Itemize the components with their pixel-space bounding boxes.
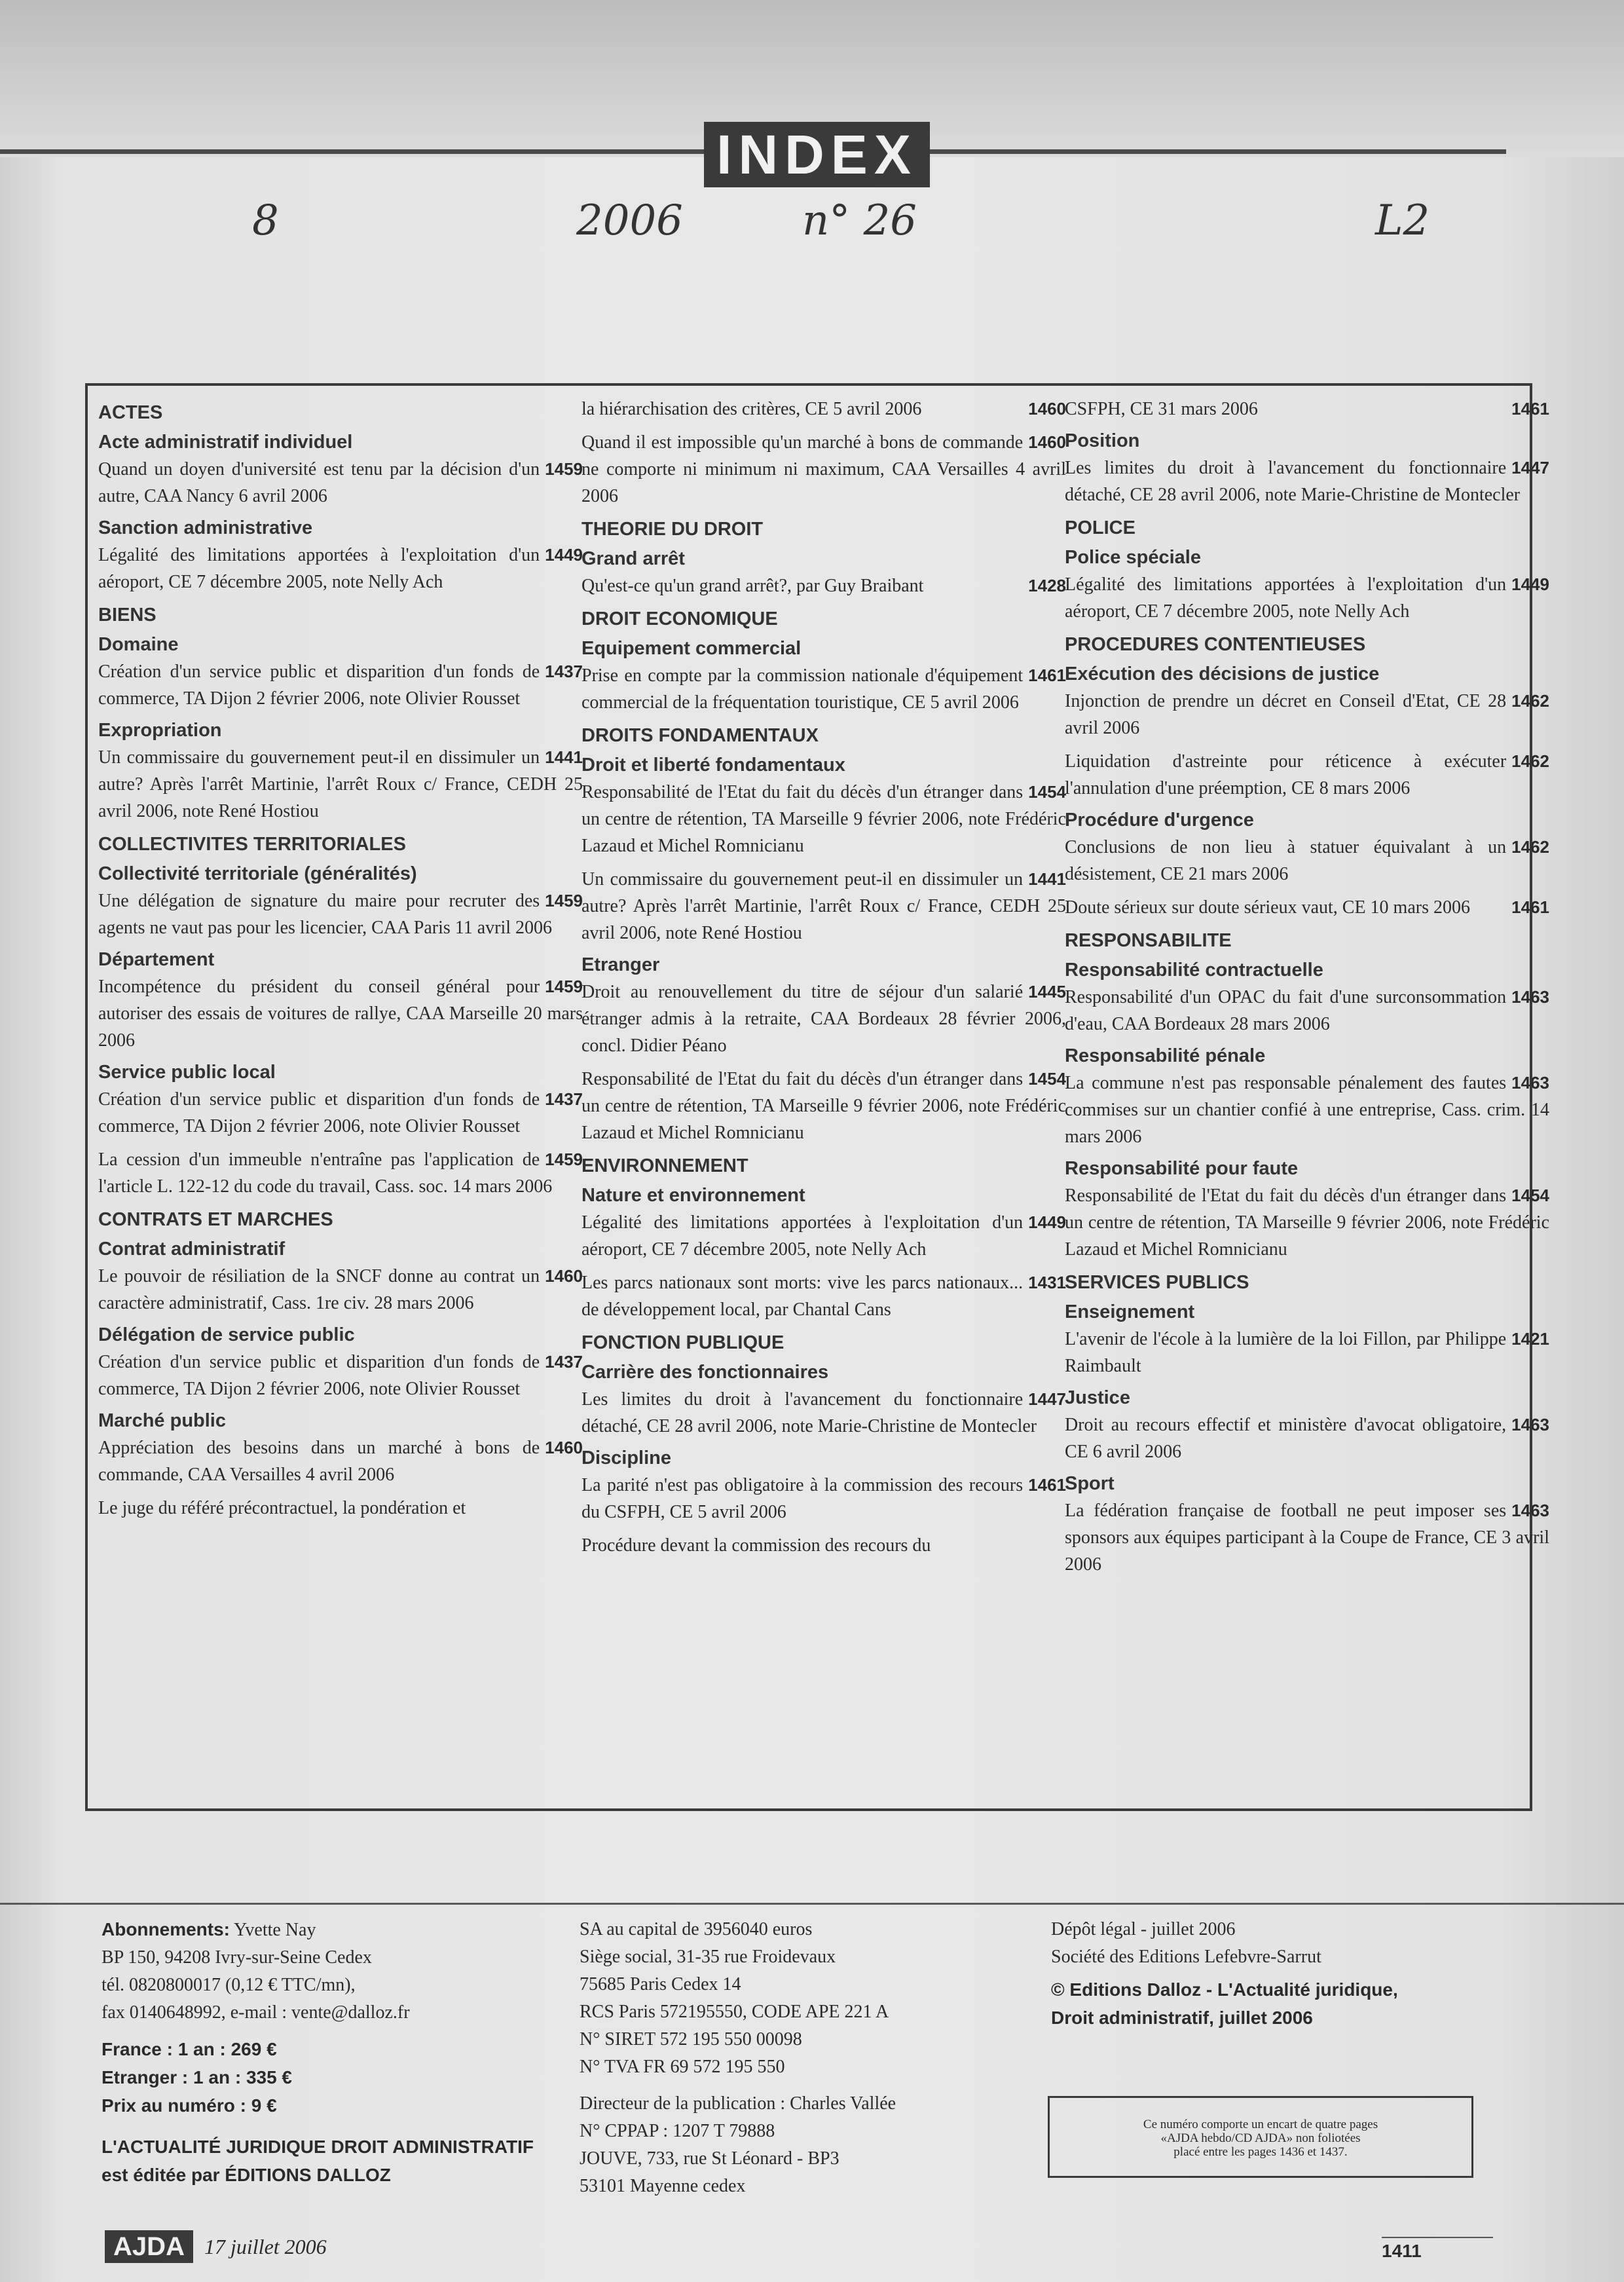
index-entry-text: Création d'un service public et disparition d'un fonds de commerce, TA Dijon 2 février 2006, note Olivier Rousset — [98, 1352, 540, 1399]
page-reference: 1462 — [1511, 837, 1549, 857]
index-entry — [1065, 1497, 1549, 1578]
index-subheading: Position — [1065, 430, 1140, 451]
index-entry — [98, 744, 583, 825]
index-subheading: Procédure d'urgence — [1065, 810, 1254, 831]
index-entry-text: Le pouvoir de résiliation de la SNCF donne au contrat un caractère administratif, Cass. 1re civ. 28 mars 2006 — [98, 1266, 540, 1313]
index-entry-text: CSFPH, CE 31 mars 2006 — [1065, 399, 1258, 419]
page-reference: 1449 — [1028, 1212, 1066, 1232]
index-subheading: Nature et environnement — [581, 1185, 805, 1206]
handwritten-note-3: n° 26 — [802, 196, 917, 245]
index-entry — [98, 1263, 583, 1317]
handwritten-note-2: 2006 — [576, 196, 683, 245]
page-reference: 1459 — [545, 459, 583, 479]
subscriptions-label: Abonnements: — [101, 1919, 230, 1939]
index-subheading: Discipline — [581, 1448, 671, 1468]
page-reference: 1461 — [1511, 399, 1549, 419]
index-entry — [98, 1495, 583, 1522]
index-section-heading: FONCTION PUBLIQUE — [581, 1332, 784, 1353]
index-header: INDEX — [704, 122, 930, 187]
index-entry-text: Les limites du droit à l'avancement du fonctionnaire détaché, CE 28 avril 2006, note Marie-Christine de Montecler — [581, 1389, 1037, 1436]
index-section-heading: COLLECTIVITES TERRITORIALES — [98, 834, 406, 855]
publisher-line-1: L'ACTUALITÉ JURIDIQUE DROIT ADMINISTRATIF — [101, 2137, 534, 2157]
index-subheading: Droit et liberté fondamentaux — [581, 755, 845, 776]
company-line: N° SIRET 572 195 550 00098 — [580, 2029, 802, 2049]
page-reference: 1460 — [545, 1266, 583, 1286]
page-reference: 1421 — [1511, 1329, 1549, 1349]
page-reference: 1449 — [1511, 574, 1549, 594]
index-entry — [581, 1269, 1066, 1323]
handwritten-note-1: 8 — [252, 196, 279, 245]
index-subheading: Responsabilité pour faute — [1065, 1158, 1299, 1179]
index-entry — [98, 1086, 583, 1140]
index-section-heading: PROCEDURES CONTENTIEUSES — [1065, 634, 1366, 655]
insert-notice-line: «AJDA hebdo/CD AJDA» non foliotées — [1160, 2131, 1361, 2145]
page-reference: 1460 — [545, 1438, 583, 1457]
page-reference: 1447 — [1028, 1389, 1066, 1409]
index-entry — [98, 888, 583, 941]
index-subheading: Equipement commercial — [581, 638, 802, 659]
publisher-line-2: est éditée par ÉDITIONS DALLOZ — [101, 2165, 391, 2185]
index-subheading: Acte administratif individuel — [98, 432, 353, 453]
page-reference: 1437 — [545, 1352, 583, 1372]
index-entry — [1065, 1326, 1549, 1379]
index-entry-text: Injonction de prendre un décret en Conseil d'Etat, CE 28 avril 2006 — [1065, 691, 1507, 738]
fax-line: fax 0140648992, e-mail : vente@dalloz.fr — [101, 2002, 410, 2023]
index-entry — [1065, 748, 1549, 802]
index-entry — [1065, 1412, 1549, 1465]
index-subheading: Collectivité territoriale (généralités) — [98, 863, 417, 884]
index-section-heading: BIENS — [98, 605, 157, 626]
index-entry-text: La fédération française de football ne peut imposer ses sponsors aux équipes participant à la Coupe de France, CE 3 avril 2006 — [1065, 1501, 1549, 1575]
index-entry-text: Procédure devant la commission des recours du — [581, 1535, 931, 1556]
legal-company: Société des Editions Lefebvre-Sarrut — [1051, 1947, 1321, 1967]
index-entry — [98, 1434, 583, 1488]
page-reference: 1460 — [1028, 432, 1066, 452]
company-line: RCS Paris 572195550, CODE APE 221 A — [580, 2002, 889, 2022]
index-entry-text: la hiérarchisation des critères, CE 5 avril 2006 — [581, 399, 922, 419]
index-entry-text: Un commissaire du gouvernement peut-il en dissimuler un autre? Après l'arrêt Martinie, l'arrêt Roux c/ France, CEDH 25 avril 2006, note René Hostiou — [581, 869, 1066, 943]
index-section-heading: ACTES — [98, 402, 163, 423]
insert-notice-box — [1048, 2096, 1473, 2178]
insert-notice-line: Ce numéro comporte un encart de quatre pages — [1143, 2118, 1378, 2131]
index-entry — [98, 1146, 583, 1200]
footer-subscriptions — [101, 1916, 560, 2190]
index-subheading: Carrière des fonctionnaires — [581, 1362, 829, 1383]
index-entry — [1065, 396, 1549, 422]
page-reference: 1459 — [545, 1150, 583, 1169]
footer-company — [580, 1916, 1038, 2200]
page-reference: 1463 — [1511, 1501, 1549, 1520]
index-entry — [98, 1349, 583, 1402]
page-number-text: 1411 — [1382, 2241, 1422, 2261]
index-subheading: Contrat administratif — [98, 1239, 286, 1260]
page-reference: 1454 — [1028, 782, 1066, 802]
index-entry-text: Droit au recours effectif et ministère d'avocat obligatoire, CE 6 avril 2006 — [1065, 1415, 1507, 1462]
index-subheading: Sanction administrative — [98, 517, 313, 538]
index-entry — [1065, 894, 1549, 921]
index-entry — [1065, 688, 1549, 741]
index-entry — [581, 396, 1066, 422]
index-entry — [1065, 1182, 1549, 1263]
cppap-line: N° CPPAP : 1207 T 79888 — [580, 2121, 775, 2141]
index-section-heading: THEORIE DU DROIT — [581, 519, 764, 540]
index-section-heading: ENVIRONNEMENT — [581, 1155, 748, 1176]
index-subheading: Etranger — [581, 954, 660, 975]
index-entry-text: Conclusions de non lieu à statuer équivalant à un désistement, CE 21 mars 2006 — [1065, 837, 1507, 884]
index-section-heading: DROITS FONDAMENTAUX — [581, 725, 819, 746]
index-entry-text: La cession d'un immeuble n'entraîne pas l'application de l'article L. 122-12 du code du travail, Cass. soc. 14 mars 2006 — [98, 1150, 553, 1197]
index-entry — [1065, 984, 1549, 1038]
index-section-heading: CONTRATS ET MARCHES — [98, 1209, 333, 1230]
index-entry — [581, 1209, 1066, 1263]
index-column-1 — [98, 393, 583, 1528]
price-issue: Prix au numéro : 9 € — [101, 2095, 277, 2116]
subscriptions-contact: Yvette Nay — [233, 1920, 316, 1940]
page-reference: 1462 — [1511, 751, 1549, 771]
company-line: N° TVA FR 69 572 195 550 — [580, 2057, 785, 2077]
page-reference: 1447 — [1511, 458, 1549, 477]
index-subheading: Enseignement — [1065, 1301, 1195, 1322]
index-entry-text: Quand un doyen d'université est tenu par la décision d'un autre, CAA Nancy 6 avril 2006 — [98, 459, 540, 506]
page-reference: 1461 — [1511, 897, 1549, 917]
page-reference: 1461 — [1028, 665, 1066, 685]
page-reference: 1437 — [545, 1089, 583, 1109]
index-entry-text: Responsabilité de l'Etat du fait du décès d'un étranger dans un centre de rétention, TA Marseille 9 février 2006, note Frédéric Lazaud et Michel Romnicianu — [581, 782, 1066, 856]
page-reference: 1428 — [1028, 576, 1066, 595]
index-column-3 — [1065, 393, 1549, 1584]
index-entry — [581, 1472, 1066, 1525]
index-entry-text: Un commissaire du gouvernement peut-il en dissimuler un autre? Après l'arrêt Martinie, l'arrêt Roux c/ France, CEDH 25 avril 2006, note René Hostiou — [98, 747, 583, 821]
page-reference: 1454 — [1028, 1069, 1066, 1089]
index-subheading: Sport — [1065, 1473, 1115, 1494]
index-subheading: Responsabilité contractuelle — [1065, 960, 1323, 981]
page-reference: 1461 — [1028, 1475, 1066, 1495]
index-entry-text: Légalité des limitations apportées à l'exploitation d'un aéroport, CE 7 décembre 2005, note Nelly Ach — [98, 545, 540, 592]
index-entry — [581, 979, 1066, 1059]
printer-city-line: 53101 Mayenne cedex — [580, 2176, 746, 2196]
footer-rule — [0, 1903, 1624, 1905]
index-column-2 — [581, 393, 1066, 1565]
index-entry-text: Le juge du référé précontractuel, la pondération et — [98, 1498, 466, 1518]
index-entry — [98, 658, 583, 712]
footer-legal — [1051, 1916, 1509, 2032]
index-entry-text: Doute sérieux sur doute sérieux vaut, CE 10 mars 2006 — [1065, 897, 1470, 918]
copyright-line-1: © Editions Dalloz - L'Actualité juridique, — [1051, 1979, 1398, 2000]
index-entry — [581, 1066, 1066, 1146]
page-reference: 1463 — [1511, 1073, 1549, 1093]
index-entry-text: Les parcs nationaux sont morts: vive les parcs nationaux... de développement local, par Chantal Cans — [581, 1273, 1024, 1320]
page-reference: 1462 — [1511, 691, 1549, 711]
page-reference: 1463 — [1511, 987, 1549, 1007]
index-entry — [98, 456, 583, 510]
index-entry — [1065, 571, 1549, 625]
issue-date: 17 juillet 2006 — [204, 2235, 327, 2258]
index-subheading: Exécution des décisions de justice — [1065, 664, 1380, 684]
phone-line: tél. 0820800017 (0,12 € TTC/mn), — [101, 1975, 356, 1995]
index-subheading: Police spéciale — [1065, 547, 1201, 568]
handwritten-note-4: L2 — [1375, 196, 1430, 245]
index-entry-text: Droit au renouvellement du titre de séjour d'un salarié étranger admis à la retraite, CAA Bordeaux 28 février 2006, concl. Didier Péano — [581, 982, 1066, 1056]
page-reference: 1445 — [1028, 982, 1066, 1001]
company-line: 75685 Paris Cedex 14 — [580, 1974, 741, 1994]
page-reference: 1459 — [545, 977, 583, 996]
insert-notice-line: placé entre les pages 1436 et 1437. — [1173, 2145, 1348, 2159]
page-reference: 1454 — [1511, 1186, 1549, 1205]
index-entry — [98, 973, 583, 1054]
index-entry — [1065, 455, 1549, 508]
page-reference: 1441 — [1028, 869, 1066, 889]
copyright-line-2: Droit administratif, juillet 2006 — [1051, 2008, 1313, 2028]
index-entry-text: Création d'un service public et disparition d'un fonds de commerce, TA Dijon 2 février 2006, note Olivier Rousset — [98, 662, 540, 709]
index-entry-text: Légalité des limitations apportées à l'exploitation d'un aéroport, CE 7 décembre 2005, note Nelly Ach — [1065, 574, 1507, 622]
index-subheading: Délégation de service public — [98, 1324, 355, 1345]
index-entry-text: Prise en compte par la commission nationale d'équipement commercial de la fréquentation touristique, CE 5 avril 2006 — [581, 665, 1024, 713]
address-line: BP 150, 94208 Ivry-sur-Seine Cedex — [101, 1947, 372, 1968]
index-entry — [581, 662, 1066, 716]
index-entry — [581, 429, 1066, 510]
index-entry — [581, 866, 1066, 946]
page-reference: 1463 — [1511, 1415, 1549, 1434]
index-subheading: Expropriation — [98, 720, 222, 741]
index-entry — [1065, 1070, 1549, 1150]
index-entry-text: Liquidation d'astreinte pour réticence à exécuter l'annulation d'une préemption, CE 8 mars 2006 — [1065, 751, 1507, 798]
index-section-heading: RESPONSABILITE — [1065, 930, 1232, 951]
index-entry — [581, 779, 1066, 859]
index-entry-text: Une délégation de signature du maire pour recruter des agents ne vaut pas pour les licencier, CAA Paris 11 avril 2006 — [98, 891, 553, 938]
index-subheading: Département — [98, 949, 215, 970]
index-entry — [581, 1386, 1066, 1440]
index-subheading: Grand arrêt — [581, 548, 685, 569]
page-reference: 1459 — [545, 891, 583, 910]
index-subheading: Justice — [1065, 1387, 1130, 1408]
index-section-heading: POLICE — [1065, 517, 1135, 538]
index-subheading: Marché public — [98, 1410, 226, 1431]
index-entry — [98, 542, 583, 595]
page-reference: 1460 — [1028, 399, 1066, 419]
company-line: SA au capital de 3956040 euros — [580, 1919, 813, 1939]
index-entry-text: Responsabilité de l'Etat du fait du décès d'un étranger dans un centre de rétention, TA Marseille 9 février 2006, note Frédéric Lazaud et Michel Romnicianu — [1065, 1186, 1549, 1260]
index-entry-text: Responsabilité de l'Etat du fait du décès d'un étranger dans un centre de rétention, TA Marseille 9 février 2006, note Frédéric Lazaud et Michel Romnicianu — [581, 1069, 1066, 1143]
index-entry-text: Responsabilité d'un OPAC du fait d'une surconsommation d'eau, CAA Bordeaux 28 mars 2006 — [1065, 987, 1507, 1034]
ajda-logo: AJDA — [105, 2230, 193, 2263]
printer-line: JOUVE, 733, rue St Léonard - BP3 — [580, 2148, 840, 2169]
index-subheading: Responsabilité pénale — [1065, 1045, 1266, 1066]
company-line: Siège social, 31-35 rue Froidevaux — [580, 1947, 836, 1967]
index-subheading: Service public local — [98, 1062, 276, 1083]
index-entry-text: Appréciation des besoins dans un marché à bons de commande, CAA Versailles 4 avril 2006 — [98, 1438, 540, 1485]
index-entry — [581, 572, 1066, 599]
page-reference: 1437 — [545, 662, 583, 681]
index-entry-text: La commune n'est pas responsable pénalement des fautes commises sur un chantier confié à une entreprise, Cass. crim. 14 mars 2006 — [1065, 1073, 1549, 1147]
index-entry-text: La parité n'est pas obligatoire à la commission des recours du CSFPH, CE 5 avril 2006 — [581, 1475, 1024, 1522]
price-france: France : 1 an : 269 € — [101, 2039, 277, 2059]
index-entry-text: L'avenir de l'école à la lumière de la loi Fillon, par Philippe Raimbault — [1065, 1329, 1507, 1376]
index-entry-text: Incompétence du président du conseil général pour autoriser des essais de voitures de rallye, CAA Marseille 20 mars 2006 — [98, 977, 583, 1051]
legal-deposit: Dépôt légal - juillet 2006 — [1051, 1919, 1236, 1939]
index-entry-text: Légalité des limitations apportées à l'exploitation d'un aéroport, CE 7 décembre 2005, note Nelly Ach — [581, 1212, 1024, 1260]
page-reference: 1441 — [545, 747, 583, 767]
index-section-heading: DROIT ECONOMIQUE — [581, 608, 778, 629]
index-entry-text: Qu'est-ce qu'un grand arrêt?, par Guy Braibant — [581, 576, 924, 596]
price-abroad: Etranger : 1 an : 335 € — [101, 2067, 293, 2087]
index-entry — [1065, 834, 1549, 888]
index-entry-text: Création d'un service public et disparition d'un fonds de commerce, TA Dijon 2 février 2006, note Olivier Rousset — [98, 1089, 540, 1136]
director-line: Directeur de la publication : Charles Vallée — [580, 2093, 896, 2114]
index-entry-text: Quand il est impossible qu'un marché à bons de commande ne comporte ni minimum ni maximum, CAA Versailles 4 avril 2006 — [581, 432, 1066, 506]
index-entry — [581, 1532, 1066, 1559]
page-reference: 1449 — [545, 545, 583, 565]
index-subheading: Domaine — [98, 634, 179, 655]
page-reference: 1431 — [1028, 1273, 1066, 1292]
index-entry-text: Les limites du droit à l'avancement du fonctionnaire détaché, CE 28 avril 2006, note Marie-Christine de Montecler — [1065, 458, 1521, 505]
index-section-heading: SERVICES PUBLICS — [1065, 1272, 1249, 1293]
page-number — [1382, 2237, 1493, 2262]
